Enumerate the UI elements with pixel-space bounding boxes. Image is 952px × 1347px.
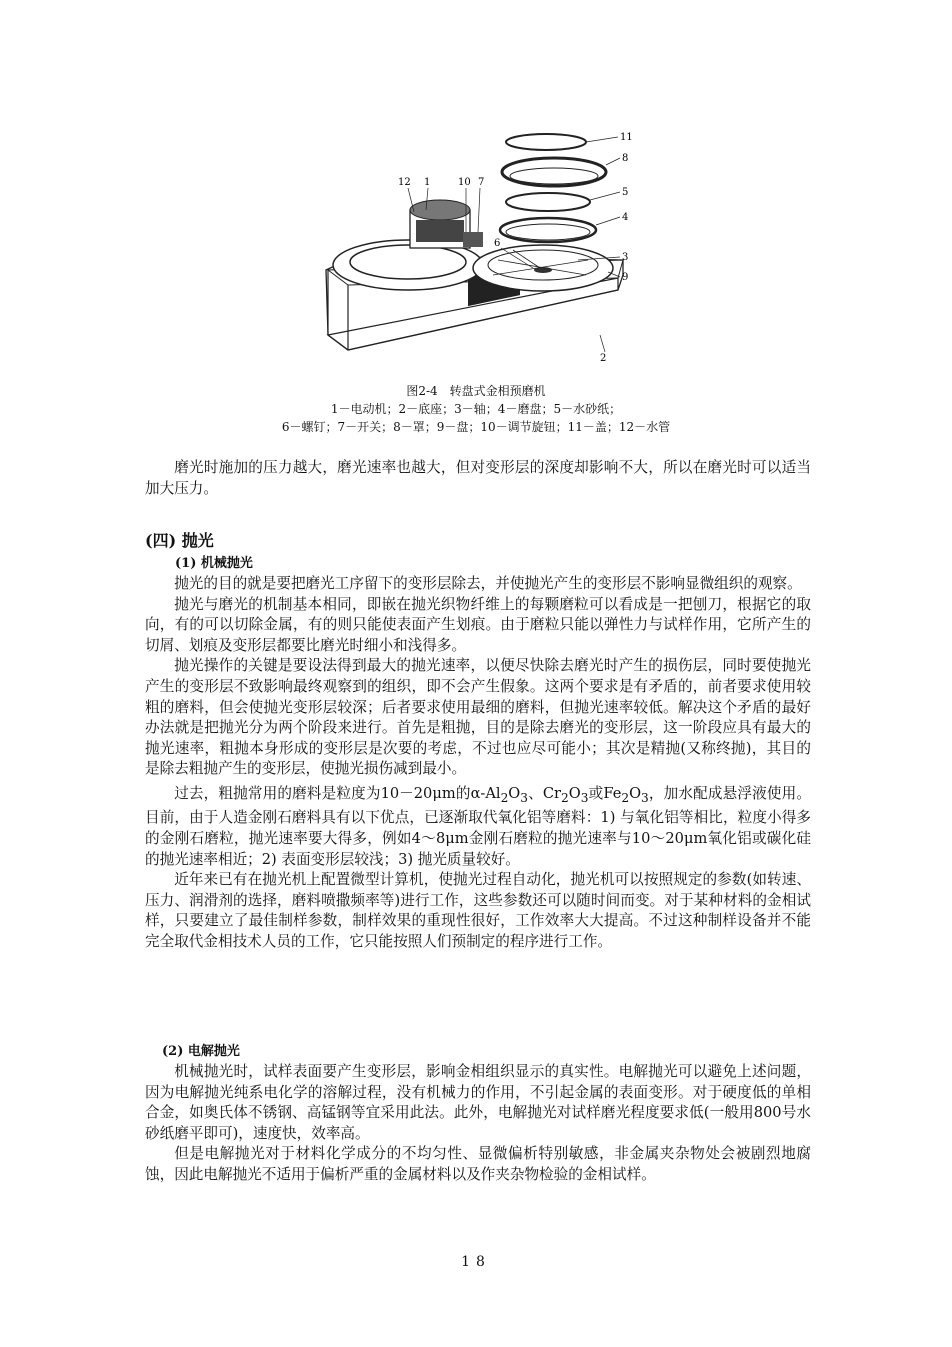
figure-label-7: 7 [478, 177, 485, 188]
figure-label-10: 10 [458, 177, 471, 188]
figure-caption-title: 图2-4 转盘式金相预磨机 [406, 384, 546, 398]
electrolytic-polishing-text [145, 1062, 811, 1186]
figure-label-1: 1 [424, 177, 431, 188]
figure-label-9: 9 [622, 272, 629, 283]
page-number: 18 [461, 1254, 491, 1270]
paragraph-computer: 近年来已有在抛光机上配置微型计算机，使抛光过程自动化，抛光机可以按照规定的参数(如转速、压力、润滑剂的选择，磨料喷撒频率等)进行工作，这些参数还可以随时间而变。对于某种材料的金相试样，只要建立了最佳制样参数，制样效果的重现性很好，工作效率大大提高。不过这种制样设备并不能完全取代金相技术人员的工作，它只能按照人们预制定的程序进行工作。 [145, 871, 811, 950]
figure-label-11: 11 [620, 132, 633, 143]
figure-label-3: 3 [622, 252, 629, 263]
figure-caption-legend-2: 6－螺钉；7－开关；8－罩；9－盘；10－调节旋钮；11－盖；12－水管 [281, 420, 671, 434]
figure-label-8: 8 [622, 153, 629, 164]
mechanical-polishing-text [145, 574, 811, 953]
figure-label-2: 2 [600, 353, 607, 364]
subheading-electrolytic-polishing: (2) 电解抛光 [162, 1044, 240, 1059]
paragraph-pressure: 磨光时施加的压力越大，磨光速率也越大，但对变形层的深度却影响不大，所以在磨光时可以适当加大压力。 [145, 459, 811, 497]
paragraph: 抛光的目的就是要把磨光工序留下的变形层除去，并使抛光产生的变形层不影响显微组织的观察。 [174, 575, 802, 592]
figure-caption-legend-1: 1－电动机；2－底座；3－轴；4－磨盘；5－水砂纸； [330, 402, 622, 416]
paragraph: 机械抛光时，试样表面要产生变形层，影响金相组织显示的真实性。电解抛光可以避免上述问题，因为电解抛光纯系电化学的溶解过程，没有机械力的作用，不引起金属的表面变形。对于硬度低的单相合金，如奥氏体不锈钢、高锰钢等宜采用此法。此外，电解抛光对试样磨光程度要求低(一般用800号水砂纸磨平即可)，速度快，效率高。 [145, 1063, 811, 1142]
subheading-mechanical-polishing: (1) 机械抛光 [175, 556, 253, 571]
paragraph: 但是电解抛光对于材料化学成分的不均匀性、显微偏析特别敏感，非金属夹杂物处会被剧烈地腐蚀，因此电解抛光不适用于偏析严重的金属材料以及作夹杂物检验的金相试样。 [145, 1145, 811, 1183]
figure-label-4: 4 [622, 212, 629, 223]
paragraph: 抛光与磨光的机制基本相同，即嵌在抛光织物纤维上的每颗磨粒可以看成是一把刨刀，根据它的取向，有的可以切除金属，有的则只能使表面产生划痕。由于磨粒只能以弹性力与试样作用，它所产生的切屑、划痕及变形层都要比磨光时细小和浅得多。 [145, 595, 811, 654]
figure-label-6: 6 [494, 238, 501, 249]
paragraph: 抛光操作的关键是要设法得到最大的抛光速率，以便尽快除去磨光时产生的损伤层，同时要使抛光产生的变形层不致影响最终观察到的组织，即不会产生假象。这两个要求是有矛盾的，前者要求使用较粗的磨料，但会使抛光变形层较深；后者要求使用最细的磨料，但抛光速率较低。解决这个矛盾的最好办法就是把抛光分为两个阶段来进行。首先是粗抛，目的是除去磨光的变形层，这一阶段应具有最大的抛光速率，粗抛本身形成的变形层是次要的考虑，不过也应尽可能小；其次是精抛(又称终抛)，其目的是除去粗抛产生的变形层，使抛光损伤减到最小。 [145, 657, 811, 778]
paragraph-abrasives: 过去，粗抛常用的磨料是粒度为10－20μm的$\alpha-Al_2O_3$、$Cr_2O_3$或$Fe_2O_3$，加水配成悬浮液使用。目前，由于人造金刚石磨料具有以下优点，已逐渐取代氧化铝等磨料：1) 与氧化铝等相比，粒度小得多的金刚石磨粒，抛光速率要大得多，例如4～8μm金刚石磨粒的抛光速率与10～20μm氧化铝或碳化硅的抛光速率相近；2) 表面变形层较浅；3) 抛光质量较好。 [145, 784, 811, 868]
polishing-machine-figure [318, 120, 648, 375]
figure-label-12: 12 [398, 177, 411, 188]
section-heading-polishing: (四) 抛光 [145, 531, 214, 550]
figure-label-5: 5 [622, 187, 629, 198]
